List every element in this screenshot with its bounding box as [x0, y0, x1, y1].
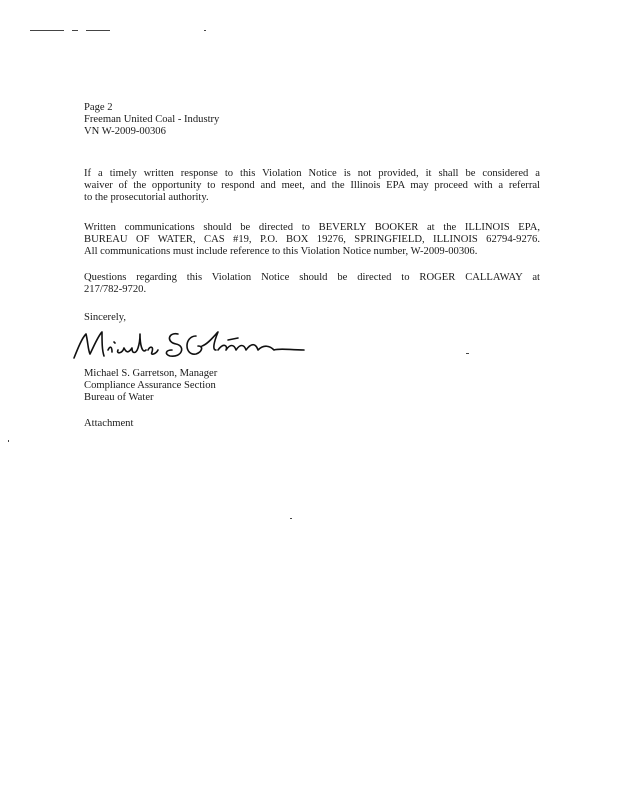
scan-artifact-top: [72, 30, 78, 31]
scan-artifact-dot: [8, 440, 9, 442]
page-header: [84, 102, 219, 138]
paragraph-line: All communications must include reference to this Violation Notice number, W-2009-00306.: [84, 246, 478, 257]
handwritten-signature: [68, 320, 308, 370]
scan-artifact-dot: [290, 518, 292, 519]
paragraph-written-communications: [84, 222, 540, 258]
paragraph-line: 217/782-9720.: [84, 284, 147, 295]
scan-artifact-top: [30, 30, 64, 31]
attachment-note: [84, 418, 133, 430]
paragraph-response-waiver: [84, 168, 540, 204]
paragraph-line: to the prosecutorial authority.: [84, 192, 209, 203]
paragraph-line: If a timely written response to this Violation Notice is not provided, it shall be considered a: [84, 168, 540, 179]
paragraph-questions-contact: [84, 272, 540, 296]
company-name: Freeman United Coal - Industry: [84, 114, 220, 125]
scan-artifact-top: [204, 30, 206, 31]
attachment-label: Attachment: [84, 418, 134, 429]
salutation-text: Sincerely,: [84, 312, 126, 323]
paragraph-line: waiver of the opportunity to respond and meet, and the Illinois EPA may proceed with a referral: [84, 180, 540, 191]
page-number: Page 2: [84, 102, 113, 113]
scan-artifact-top: [86, 30, 110, 31]
signer-block: [84, 368, 217, 404]
notice-reference: VN W-2009-00306: [84, 126, 166, 137]
signer-bureau: Bureau of Water: [84, 392, 154, 403]
signer-name: Michael S. Garretson, Manager: [84, 368, 218, 379]
signer-section: Compliance Assurance Section: [84, 380, 216, 391]
paragraph-line: Written communications should be directed to BEVERLY BOOKER at the ILLINOIS EPA,: [84, 222, 540, 233]
scan-artifact-dot: [466, 353, 469, 354]
paragraph-line: Questions regarding this Violation Notice should be directed to ROGER CALLAWAY at: [84, 272, 540, 283]
paragraph-line: BUREAU OF WATER, CAS #19, P.O. BOX 19276, SPRINGFIELD, ILLINOIS 62794-9276.: [84, 234, 540, 245]
